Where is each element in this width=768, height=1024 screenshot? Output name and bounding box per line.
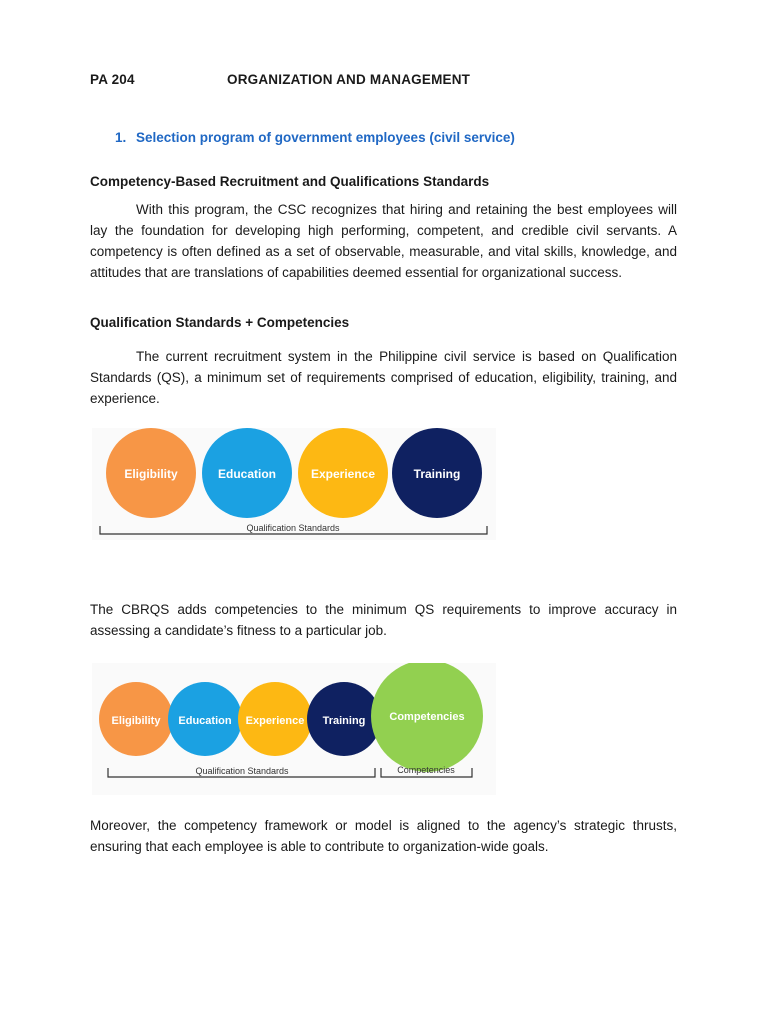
experience-label: Experience xyxy=(310,467,376,481)
experience-label: Experience xyxy=(245,715,305,727)
paragraph-current-system: The current recruitment system in the Philippine civil service is based on Qualification Standards (QS), a minimum set of requirements comprised of education, eligibility, training, and experience. xyxy=(90,349,677,406)
cbrqs-diagram xyxy=(92,663,496,795)
section-number: 1. xyxy=(115,130,127,145)
education-label: Education xyxy=(217,467,277,481)
cbrqs-figure xyxy=(92,663,496,795)
section-heading xyxy=(115,130,515,145)
course-code: PA 204 xyxy=(90,72,135,87)
training-label: Training xyxy=(322,715,366,727)
course-title: ORGANIZATION AND MANAGEMENT xyxy=(227,72,471,87)
qs-bracket-label: Qualification Standards xyxy=(195,766,289,776)
section-title: Selection program of government employees (civil service) xyxy=(136,130,515,145)
paragraph-intro: With this program, the CSC recognizes that hiring and retaining the best employees will lay the foundation for developing high performing, competent, and credible civil servants. A competency is often defined as a set of observable, measurable, and vital skills, knowledge, and attitudes that are translations of capabilities deemed essential for organizational success. xyxy=(90,202,677,280)
training-label: Training xyxy=(413,467,461,481)
eligibility-label: Eligibility xyxy=(111,715,161,727)
eligibility-label: Eligibility xyxy=(124,467,178,481)
paragraph-cbrqs-adds: The CBRQS adds competencies to the minimum QS requirements to improve accuracy in assessing a candidate’s fitness to a particular job. xyxy=(90,602,677,638)
qualification-standards-figure xyxy=(92,428,496,540)
paragraph-moreover: Moreover, the competency framework or model is aligned to the agency’s strategic thrusts, ensuring that each employee is able to contribute to organization-wide goals. xyxy=(90,818,677,854)
subheading-qs-competencies: Qualification Standards + Competencies xyxy=(90,315,350,330)
competencies-bracket-label: Competencies xyxy=(397,765,455,775)
qs-diagram xyxy=(92,428,496,540)
education-label: Education xyxy=(178,715,232,727)
subheading-cbrqs: Competency-Based Recruitment and Qualifications Standards xyxy=(90,174,490,189)
qs-bracket-label: Qualification Standards xyxy=(246,523,340,533)
competencies-label: Competencies xyxy=(389,711,465,723)
